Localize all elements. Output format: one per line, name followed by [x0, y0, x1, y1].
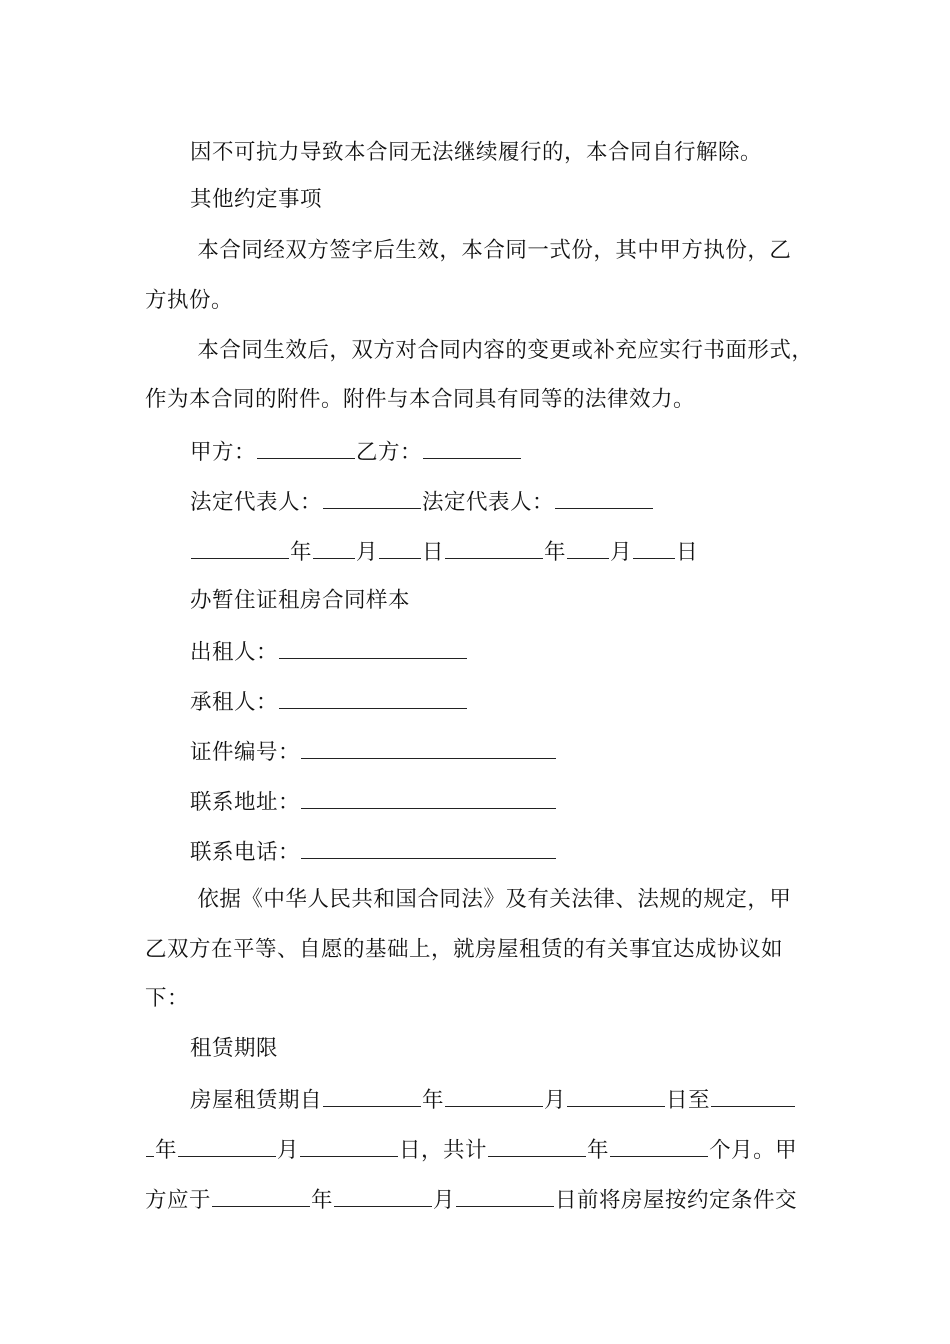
deliver-day-blank[interactable] [456, 1184, 554, 1207]
phone-blank[interactable] [301, 836, 556, 859]
start-day-blank[interactable] [567, 1084, 665, 1107]
id-number-label: 证件编号： [190, 740, 301, 765]
rep-b-label: 法定代表人： [422, 490, 555, 515]
start-month-blank[interactable] [445, 1084, 543, 1107]
term-line2 [145, 1134, 797, 1166]
phone-label: 联系电话： [190, 840, 301, 865]
date-b-month-blank[interactable] [567, 536, 609, 559]
sample-title: 办暂住证租房合同样本 [190, 588, 411, 613]
paragraph-amendment-line1: 本合同生效后，双方对合同内容的变更或补充应实行书面形式， [190, 338, 814, 363]
basis-line2: 乙双方在平等、自愿的基础上，就房屋租赁的有关事宜达成协议如 [145, 937, 784, 962]
day-to-label: 日至 [666, 1088, 711, 1113]
id-number-row [190, 736, 557, 768]
end-year-blank[interactable] [711, 1084, 795, 1107]
deliver-label: 方应于 [145, 1188, 212, 1213]
month-label: 月 [544, 1088, 567, 1113]
lessee-blank[interactable] [279, 686, 467, 709]
basis-line1: 依据《中华人民共和国合同法》及有关法律、法规的规定，甲 [190, 887, 792, 912]
address-label: 联系地址： [190, 790, 301, 815]
lessor-label: 出租人： [190, 640, 279, 665]
month-label: 月 [356, 540, 379, 565]
term-period-label: 房屋租赁期自 [190, 1088, 323, 1113]
signature-parties [190, 436, 522, 468]
term-line3 [145, 1184, 797, 1216]
year-label: 年 [422, 1088, 445, 1113]
month-label: 月 [610, 540, 633, 565]
date-b-day-blank[interactable] [633, 536, 675, 559]
year-label: 年 [290, 540, 313, 565]
party-a-label: 甲方： [190, 440, 257, 465]
year-label: 年 [544, 540, 567, 565]
month-label: 月 [277, 1138, 300, 1163]
signature-dates [190, 536, 698, 568]
paragraph-amendment-line2: 作为本合同的附件。附件与本合同具有同等的法律效力。 [145, 387, 696, 412]
end-day-blank[interactable] [300, 1134, 398, 1157]
paragraph-effective-line1: 本合同经双方签字后生效，本合同一式份，其中甲方执份，乙 [190, 238, 792, 263]
year-label: 年 [155, 1138, 178, 1163]
heading-other-matters: 其他约定事项 [190, 187, 323, 212]
paragraph-force-majeure: 因不可抗力导致本合同无法继续履行的，本合同自行解除。 [190, 140, 763, 165]
lessor-blank[interactable] [279, 636, 467, 659]
lessee-row [190, 686, 468, 718]
party-b-label: 乙方： [356, 440, 423, 465]
paragraph-effective-line2: 方执份。 [145, 288, 234, 313]
date-a-month-blank[interactable] [313, 536, 355, 559]
year-label: 年 [587, 1138, 610, 1163]
date-a-year-blank[interactable] [191, 536, 289, 559]
term-line1 [190, 1084, 796, 1116]
deliver-month-blank[interactable] [334, 1184, 432, 1207]
lessee-label: 承租人： [190, 690, 279, 715]
start-year-blank[interactable] [323, 1084, 421, 1107]
months-label: 个月。甲 [709, 1138, 798, 1163]
rep-a-blank[interactable] [323, 486, 421, 509]
basis-line3: 下： [145, 986, 190, 1011]
address-blank[interactable] [301, 786, 556, 809]
party-b-blank[interactable] [423, 436, 521, 459]
rep-a-label: 法定代表人： [190, 490, 323, 515]
deliver-end-label: 日前将房屋按约定条件交 [555, 1188, 798, 1213]
party-a-blank[interactable] [257, 436, 355, 459]
address-row [190, 786, 557, 818]
month-label: 月 [433, 1188, 456, 1213]
id-number-blank[interactable] [301, 736, 556, 759]
date-a-day-blank[interactable] [379, 536, 421, 559]
year-label: 年 [311, 1188, 334, 1213]
day-label: 日 [422, 540, 445, 565]
total-years-blank[interactable] [488, 1134, 586, 1157]
total-months-blank[interactable] [610, 1134, 708, 1157]
phone-row [190, 836, 557, 868]
rep-b-blank[interactable] [555, 486, 653, 509]
signature-representatives [190, 486, 654, 518]
day-total-label: 日，共计 [399, 1138, 488, 1163]
date-b-year-blank[interactable] [445, 536, 543, 559]
end-year-blank-cont[interactable] [146, 1134, 154, 1157]
term-heading: 租赁期限 [190, 1036, 279, 1061]
lessor-row [190, 636, 468, 668]
deliver-year-blank[interactable] [212, 1184, 310, 1207]
day-label: 日 [676, 540, 699, 565]
end-month-blank[interactable] [178, 1134, 276, 1157]
